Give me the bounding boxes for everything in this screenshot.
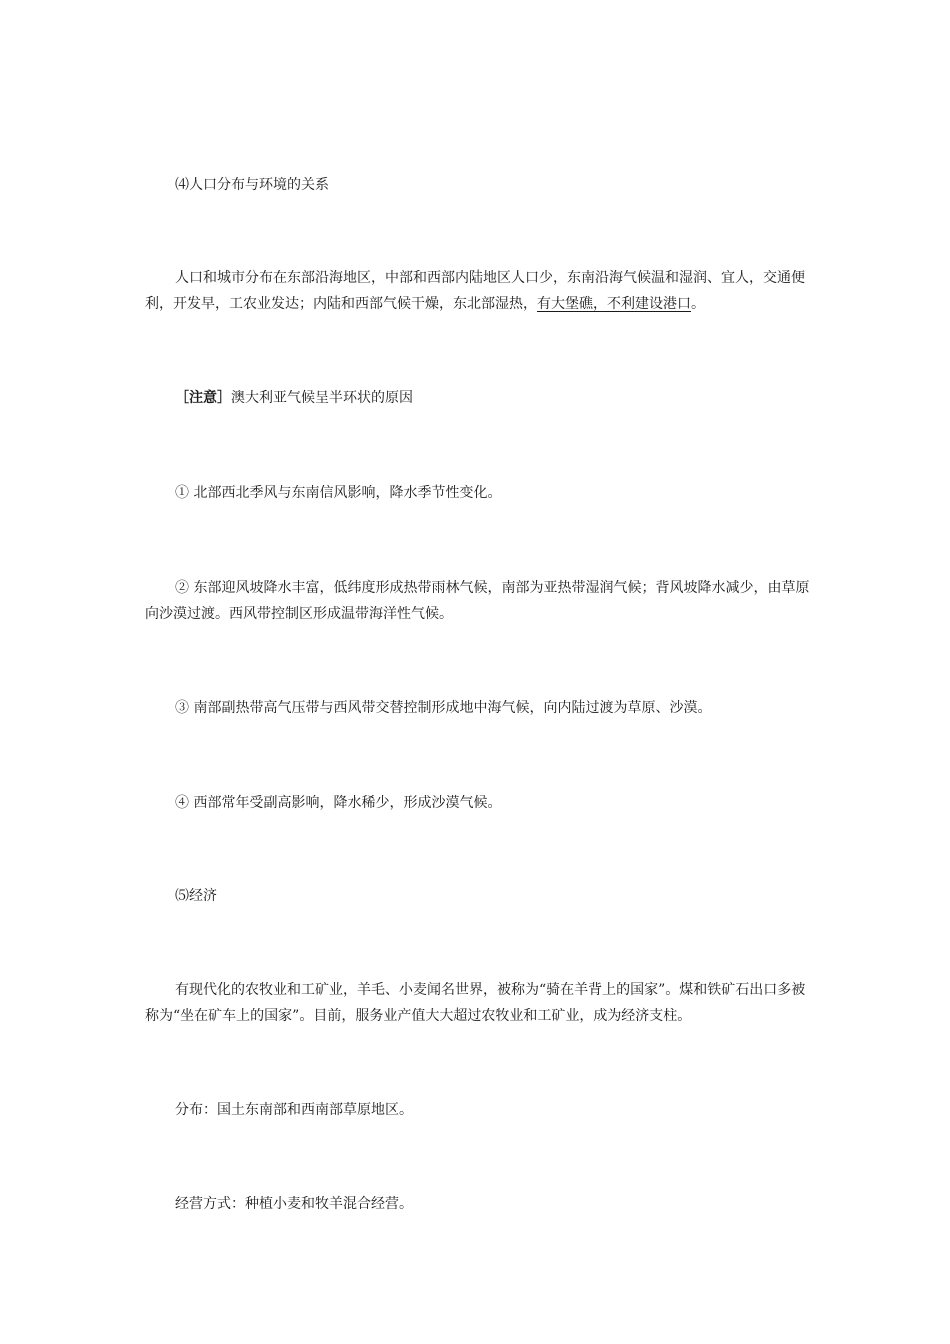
note-item-2: ② 东部迎风坡降水丰富，低纬度形成热带雨林气候，南部为亚热带湿润气候；背风坡降水减少，由草原向沙漠过渡。西风带控制区形成温带海洋性气候。 [145, 580, 810, 622]
note-heading [145, 385, 810, 411]
note-label: ［注意］ [175, 390, 231, 406]
note-item-1: ① 北部西北季风与东南信风影响，降水季节性变化。 [175, 485, 502, 501]
section5-management: 经营方式：种植小麦和牧羊混合经营。 [175, 1196, 413, 1212]
section5-distribution: 分布：国土东南部和西南部草原地区。 [175, 1102, 413, 1118]
note-item-4: ④ 西部常年受副高影响，降水稀少，形成沙漠气候。 [175, 795, 502, 811]
section5-heading: ⑸经济 [175, 888, 217, 904]
section4-heading: ⑷人口分布与环境的关系 [175, 177, 329, 193]
note-item-3: ③ 南部副热带高气压带与西风带交替控制形成地中海气候，向内陆过渡为草原、沙漠。 [175, 700, 712, 716]
section4-body [145, 265, 810, 317]
section4-body-underlined: 有大堡礁，不利建设港口 [537, 296, 691, 312]
note-title: 澳大利亚气候呈半环状的原因 [231, 390, 413, 406]
section4-body-end: 。 [691, 296, 705, 312]
section4-body-main: 人口和城市分布在东部沿海地区，中部和西部内陆地区人口少，东南沿海气候温和湿润、宜人，交通便利，开发早，工农业发达；内陆和西部气候干燥，东北部湿热， [145, 270, 805, 312]
section5-body: 有现代化的农牧业和工矿业，羊毛、小麦闻名世界，被称为“骑在羊背上的国家”。煤和铁矿石出口多被称为“坐在矿车上的国家”。目前，服务业产值大大超过农牧业和工矿业，成为经济支柱。 [145, 982, 806, 1024]
